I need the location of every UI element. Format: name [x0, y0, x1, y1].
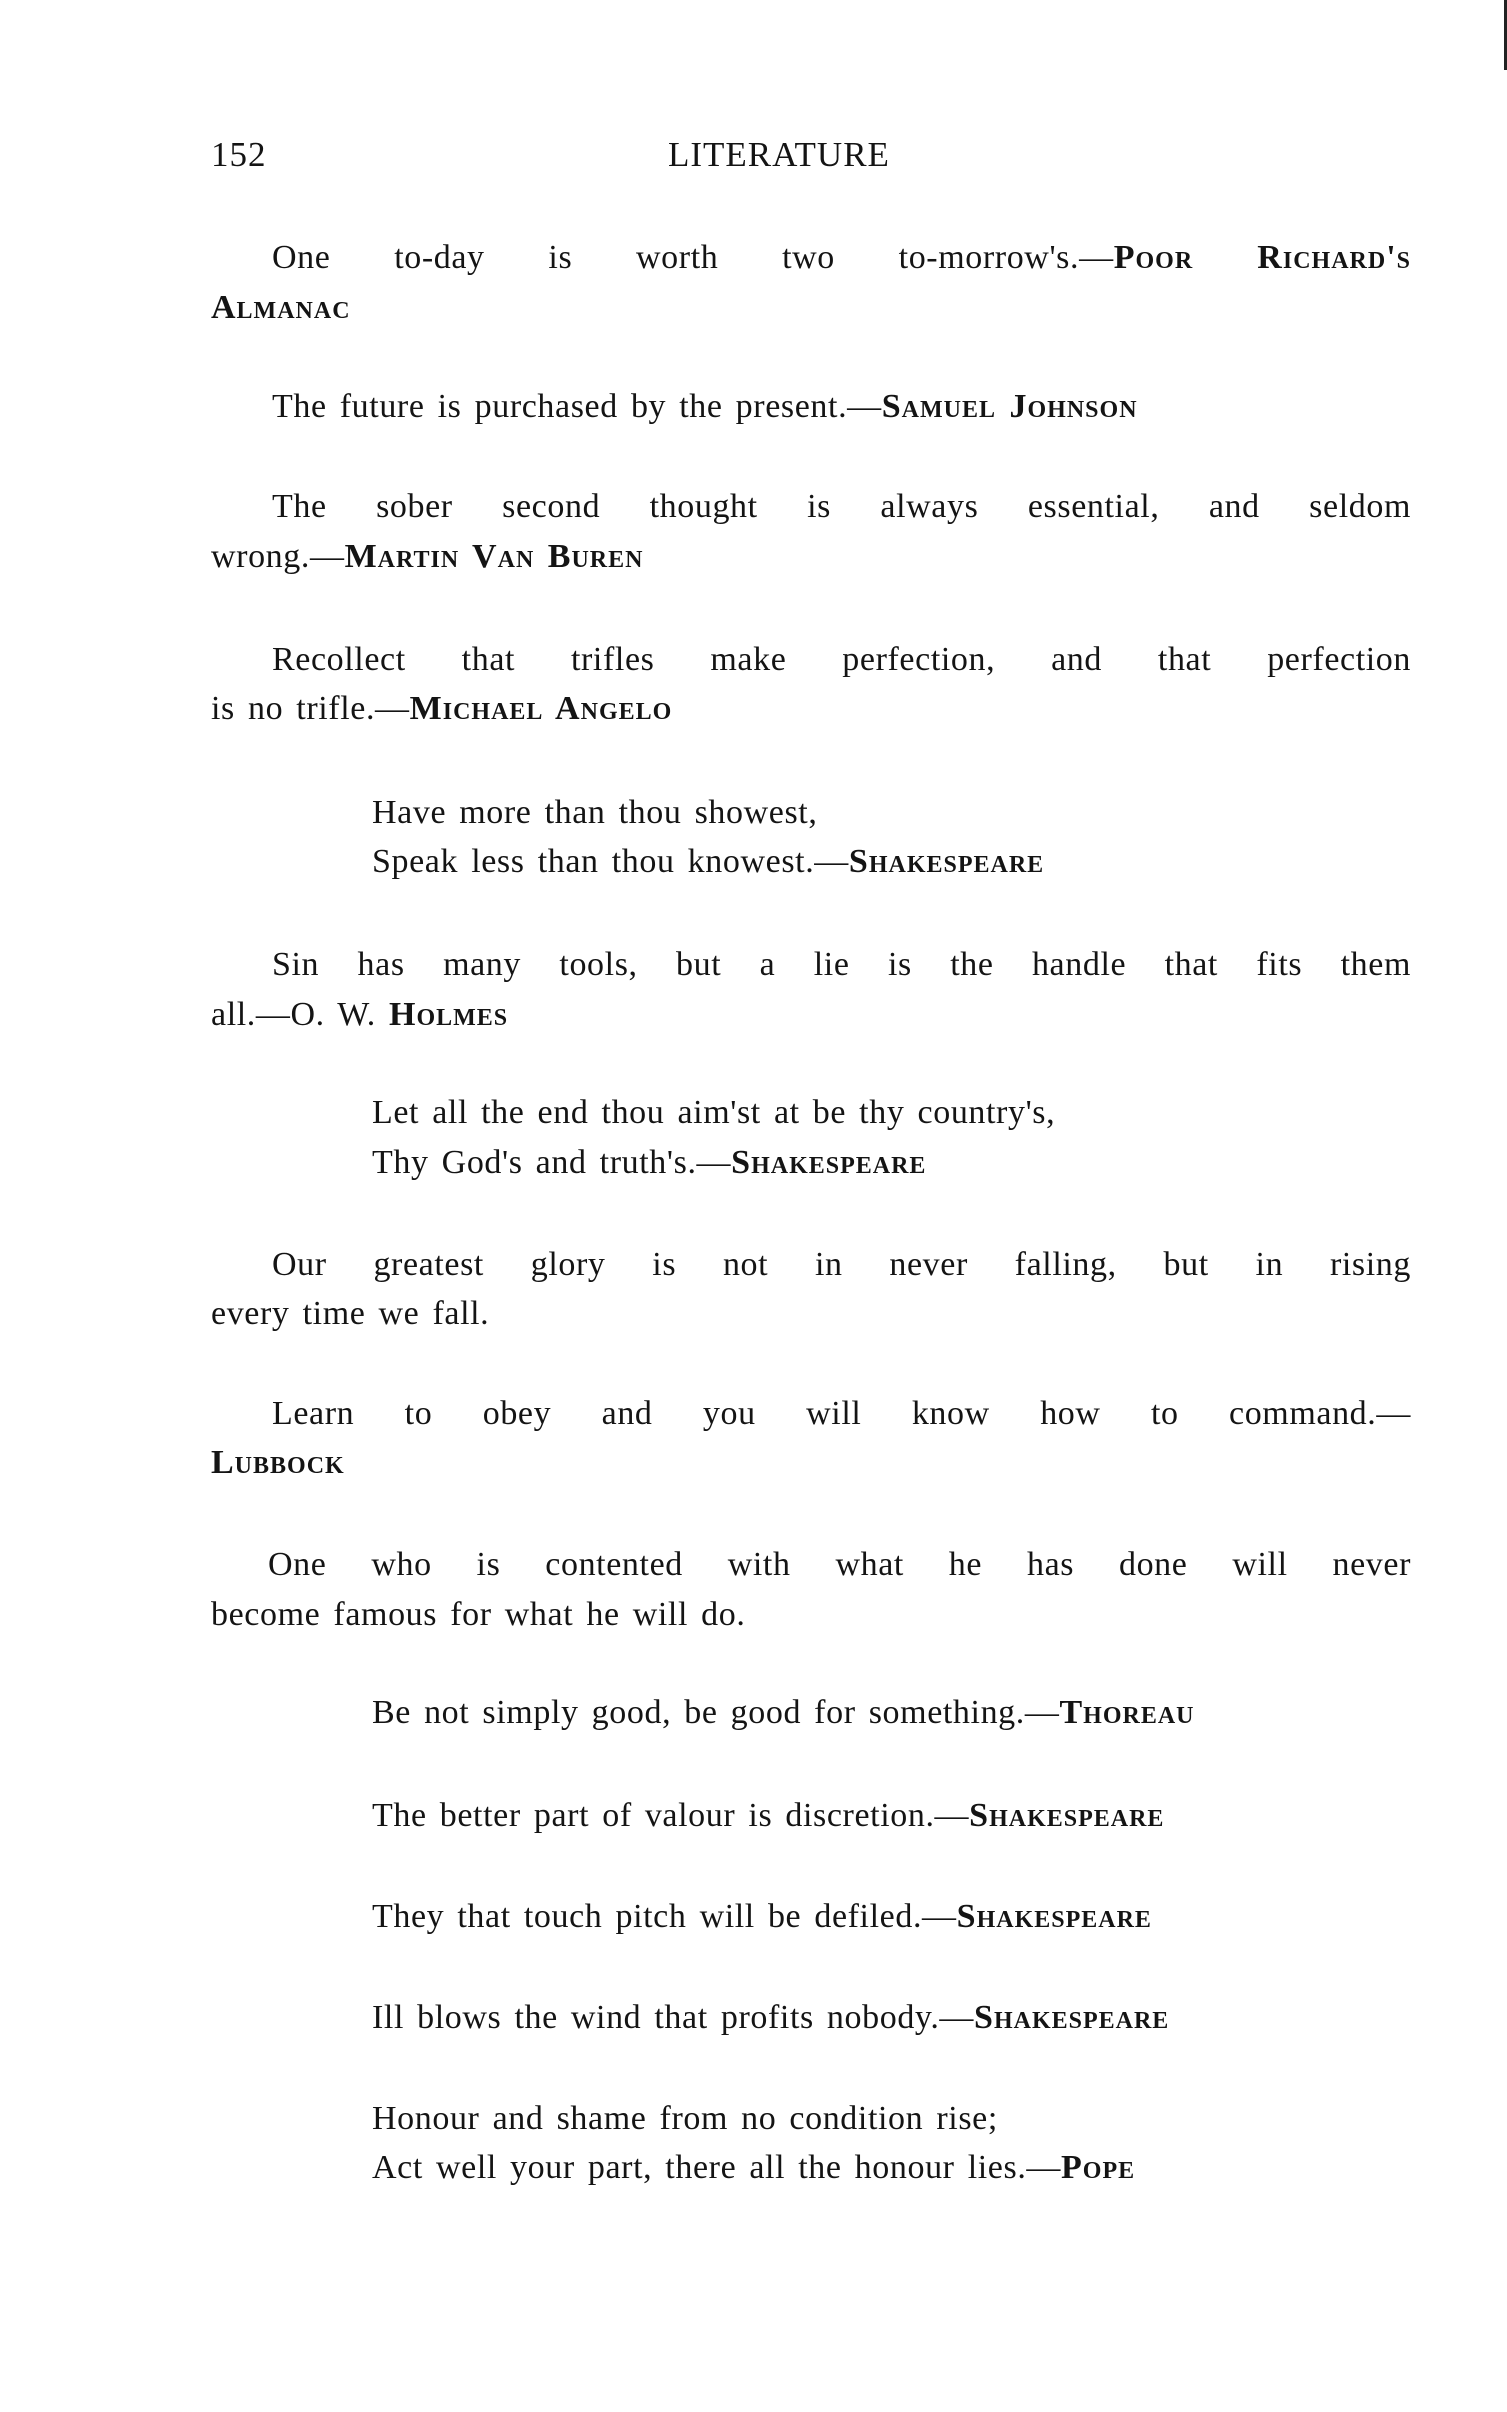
quote-line	[272, 482, 1411, 532]
quote-text: Our greatest glory is not in never falling, but in rising	[272, 1246, 1411, 1283]
quote-text: The future is purchased by the present.—	[272, 388, 882, 425]
quote-line	[211, 532, 643, 582]
quote-author: Shakespeare	[956, 1898, 1152, 1935]
quote-author: Thoreau	[1059, 1694, 1195, 1731]
quote-line	[272, 382, 1138, 432]
quote-author: Shakespeare	[969, 1797, 1165, 1834]
quote-text: Honour and shame from no condition rise;	[372, 2100, 998, 2137]
quote-text: Thy God's and truth's.—	[372, 1144, 732, 1181]
quote-line	[211, 283, 351, 333]
quote-author: Samuel Johnson	[881, 388, 1138, 425]
quote-line	[211, 1289, 489, 1339]
quote-text: Learn to obey and you will know how to command.—	[272, 1395, 1411, 1432]
quote-text: Act well your part, there all the honour lies.—	[372, 2149, 1062, 2186]
quote-line	[372, 1791, 1164, 1841]
quote-author: Shakespeare	[974, 1999, 1170, 2036]
quote-text: Let all the end thou aim'st at be thy country's,	[372, 1094, 1056, 1131]
quote-line	[372, 2094, 998, 2144]
quote-line	[372, 1088, 1055, 1138]
quote-author: Martin Van Buren	[344, 538, 644, 575]
quote-author: Pope	[1061, 2149, 1136, 2186]
quote-line	[372, 1892, 1152, 1942]
quote-author: Almanac	[211, 289, 351, 326]
quote-text: The better part of valour is discretion.—	[372, 1797, 970, 1834]
quote-line	[372, 1138, 926, 1188]
quote-line	[272, 635, 1411, 685]
quote-text: One to-day is worth two to-morrow's.—	[272, 239, 1114, 276]
quote-line	[372, 1993, 1169, 2043]
quote-author: Poor Richard's	[1113, 239, 1411, 276]
quote-text: Sin has many tools, but a lie is the handle that fits them	[272, 946, 1411, 983]
quote-line	[268, 1540, 1411, 1590]
quote-text: Speak less than thou knowest.—	[372, 843, 849, 880]
quote-line	[372, 788, 817, 838]
quote-text: is no trifle.—	[211, 690, 410, 727]
quote-text: Be not simply good, be good for something.—	[372, 1694, 1060, 1731]
quote-line	[272, 1240, 1411, 1290]
quote-line	[372, 2143, 1135, 2193]
quote-text: One who is contented with what he has done will never	[268, 1546, 1411, 1583]
quote-author: Lubbock	[211, 1444, 345, 1481]
quote-text: Ill blows the wind that profits nobody.—	[372, 1999, 975, 2036]
quote-text: Have more than thou showest,	[372, 794, 818, 831]
quote-line	[211, 684, 672, 734]
quote-line	[272, 233, 1411, 283]
page-number: 152	[211, 135, 267, 174]
quote-line	[272, 940, 1411, 990]
quote-text: every time we fall.	[211, 1295, 490, 1332]
quote-text: The sober second thought is always essential, and seldom	[272, 488, 1411, 525]
quote-line	[211, 990, 508, 1040]
quote-author: Shakespeare	[848, 843, 1045, 880]
quote-text: Recollect that trifles make perfection, and that perfection	[272, 641, 1411, 678]
quote-author: Shakespeare	[731, 1144, 927, 1181]
running-title: LITERATURE	[668, 135, 890, 174]
quote-text: They that touch pitch will be defiled.—	[372, 1898, 957, 1935]
quote-line	[372, 1688, 1195, 1738]
quote-line	[372, 837, 1044, 887]
quote-author: Holmes	[389, 996, 509, 1033]
quote-line	[211, 1590, 745, 1640]
quote-line	[211, 1438, 345, 1488]
quote-text: wrong.—	[211, 538, 345, 575]
quote-text: become famous for what he will do.	[211, 1596, 746, 1633]
quote-text: all.—O. W.	[211, 996, 389, 1033]
quote-line	[272, 1389, 1411, 1439]
quote-author: Michael Angelo	[409, 690, 673, 727]
